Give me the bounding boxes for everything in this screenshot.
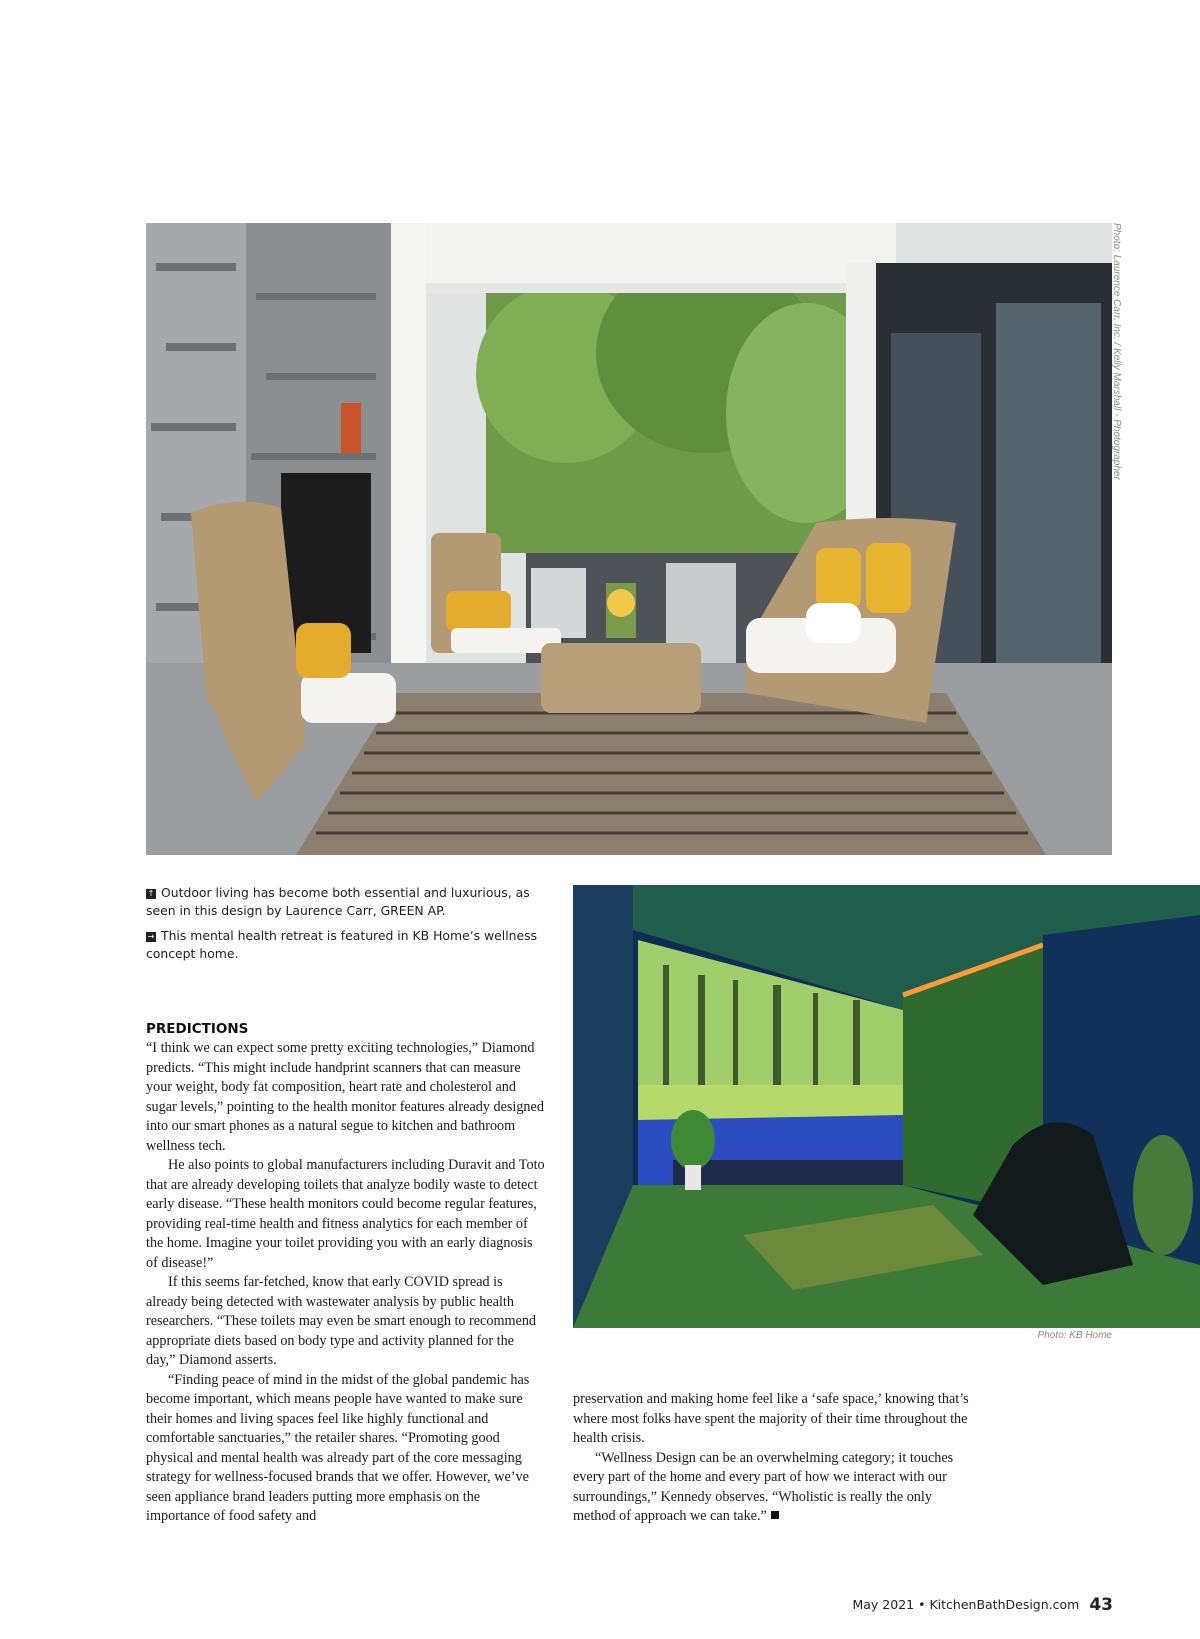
outdoor-living-photo (146, 223, 1112, 855)
section-heading: PREDICTIONS (146, 1021, 249, 1037)
mental-health-retreat-photo (573, 885, 1200, 1328)
bottom-photo-credit: Photo: KB Home (1037, 1330, 1112, 1341)
arrow-up-icon: ↑ (147, 889, 155, 898)
photo-captions (146, 884, 546, 970)
arrow-right-icon: → (147, 932, 155, 941)
article-final-text: “Wellness Design can be an overwhelming category; it touches every part of the home and every part of how we interact with our surroundings,” Kennedy observes. “Wholistic is really the only method of approach we can take.” (573, 1449, 954, 1524)
outdoor-living-illustration (146, 223, 1112, 855)
caption-mental-health-retreat-text: This mental health retreat is featured in KB Home’s wellness concept home. (146, 928, 538, 961)
article-paragraph-final (573, 1449, 973, 1527)
page-number: 43 (1089, 1595, 1113, 1615)
article-paragraph: “Finding peace of mind in the midst of the global pandemic has become important, which means people have wanted to make sure their homes and living spaces feel like highly functional and comfortable sanctuaries,” the retailer shares. “Promoting good physical and mental health was already part of the core messaging strategy for wellness-focused brands that we offer. However, we’ve seen appliance brand leaders putting more emphasis on the importance of food safety and (146, 1371, 530, 1524)
page-footer (800, 1595, 1113, 1615)
footer-separator: • (918, 1597, 926, 1612)
article-paragraph: “I think we can expect some pretty exciting technologies,” Diamond predicts. “This might include handprint scanners that can measure your weight, body fat composition, heart rate and cholesterol and sugar levels,” pointing to the health monitor features already designed into our smart phones as a natural segue to kitchen and bathroom wellness tech. (146, 1040, 544, 1154)
article-paragraph: If this seems far-fetched, know that early COVID spread is already being detected with wastewater analysis by public health researchers. “These toilets may even be smart enough to recommend appropriate diets based on body type and activity planned for the day,” Diamond asserts. (146, 1274, 537, 1368)
caption-mental-health-retreat (146, 927, 546, 963)
article-left-column (146, 1019, 546, 1527)
end-of-article-icon (771, 1511, 779, 1519)
article-paragraph: He also points to global manufacturers including Duravit and Toto that are already developing toilets that analyze bodily waste to detect early disease. “These health monitors could become regular features, providing real-time health and fitness analytics for each member of the home. Imagine your toilet providing you with an early diagnosis of disease!” (146, 1157, 545, 1271)
caption-outdoor-living-text: Outdoor living has become both essential and luxurious, as seen in this design by Laurence Carr, GREEN AP. (146, 885, 530, 918)
article-right-column (573, 1390, 973, 1527)
caption-outdoor-living (146, 884, 546, 920)
website-link[interactable]: KitchenBathDesign.com (929, 1597, 1080, 1612)
top-photo-credit-text: Photo: Laurence Carr, Inc. / Kelly Marshall - Photographer (1111, 223, 1122, 480)
issue-date: May 2021 (852, 1597, 915, 1612)
top-photo-credit (1108, 223, 1124, 583)
mental-health-retreat-illustration (573, 885, 1200, 1328)
article-paragraph: preservation and making home feel like a ‘safe space,’ knowing that’s where most folks have spent the majority of their time throughout the health crisis. (573, 1391, 969, 1446)
